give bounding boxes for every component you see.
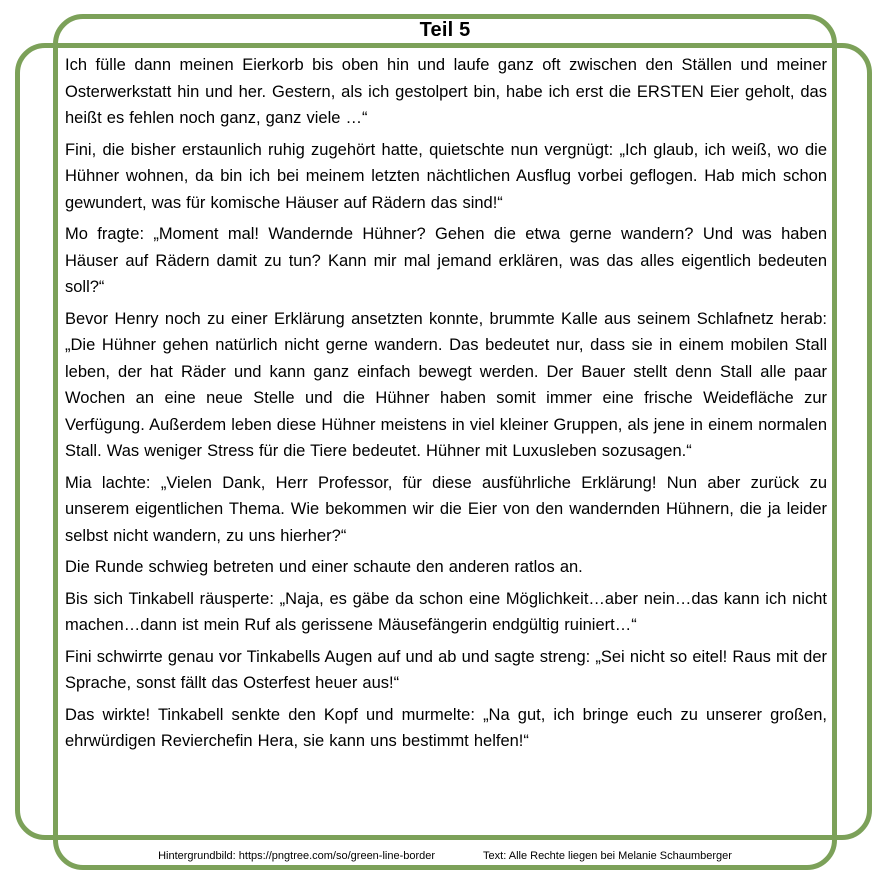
story-text: [65, 52, 827, 760]
story-paragraph: Mo fragte: „Moment mal! Wandernde Hühner? Gehen die etwa gerne wandern? Und was haben Häuser auf Rädern damit zu tun? Kann mir mal jemand erklären, was das alles eigentlich bedeuten soll?“: [65, 225, 827, 296]
footer-credits: [53, 849, 837, 863]
footer-text-credit: Text: Alle Rechte liegen bei Melanie Schaumberger: [483, 850, 732, 862]
page-title: Teil 5: [419, 19, 471, 41]
story-paragraph: Das wirkte! Tinkabell senkte den Kopf und murmelte: „Na gut, ich bringe euch zu unserer großen, ehrwürdigen Revierchefin Hera, sie kann uns bestimmt helfen!“: [65, 705, 827, 750]
story-paragraph: Ich fülle dann meinen Eierkorb bis oben hin und laufe ganz oft zwischen den Ställen und meiner Osterwerkstatt hin und her. Gestern, als ich gestolpert bin, habe ich erst die ERSTEN Eier geholt, das heißt es fehlen noch ganz, ganz viele …“: [65, 56, 827, 127]
story-paragraph: Mia lachte: „Vielen Dank, Herr Professor, für diese ausführliche Erklärung! Nun aber zurück zu unserem eigentlichen Thema. Wie bekommen wir die Eier von den wandernden Hühnern, die ja leider selbst nicht wandern, zu uns hierher?“: [65, 473, 827, 545]
story-paragraph: Bis sich Tinkabell räusperte: „Naja, es gäbe da schon eine Möglichkeit…aber nein…das kann ich nicht machen…dann ist mein Ruf als gerissene Mäusefängerin endgültig ruiniert…“: [65, 589, 827, 634]
story-paragraph: Bevor Henry noch zu einer Erklärung ansetzten konnte, brummte Kalle aus seinem Schlafnetz herab: „Die Hühner gehen natürlich nicht gerne wandern. Das bedeutet nur, dass sie in einem mobilen Stall leben, der hat Räder und kann ganz einfach bewegt werden. Der Bauer stellt denn Stall alle paar Wochen an eine neue Stelle und die Hühner haben somit immer eine frische Weidefläche zur Verfügung. Außerdem leben diese Hühner meistens in viel kleiner Gruppen, als jene in einem normalen Stall. Was weniger Stress für die Tiere bedeutet. Hühner mit Luxusleben sozusagen.“: [65, 309, 827, 460]
story-paragraph: Fini, die bisher erstaunlich ruhig zugehört hatte, quietschte nun vergnügt: „Ich glaub, ich weiß, wo die Hühner wohnen, da bin ich bei meinem letzten nächtlichen Ausflug vorbei geflogen. Hab mich schon gewundert, was für komische Häuser auf Rädern das sind!“: [65, 140, 827, 212]
footer-image-credit: Hintergrundbild: https://pngtree.com/so/green-line-border: [158, 850, 436, 862]
story-paragraph: Fini schwirrte genau vor Tinkabells Augen auf und ab und sagte streng: „Sei nicht so eitel! Raus mit der Sprache, sonst fällt das Osterfest heuer aus!“: [65, 647, 827, 692]
story-paragraph: Die Runde schwieg betreten und einer schaute den anderen ratlos an.: [65, 558, 583, 576]
